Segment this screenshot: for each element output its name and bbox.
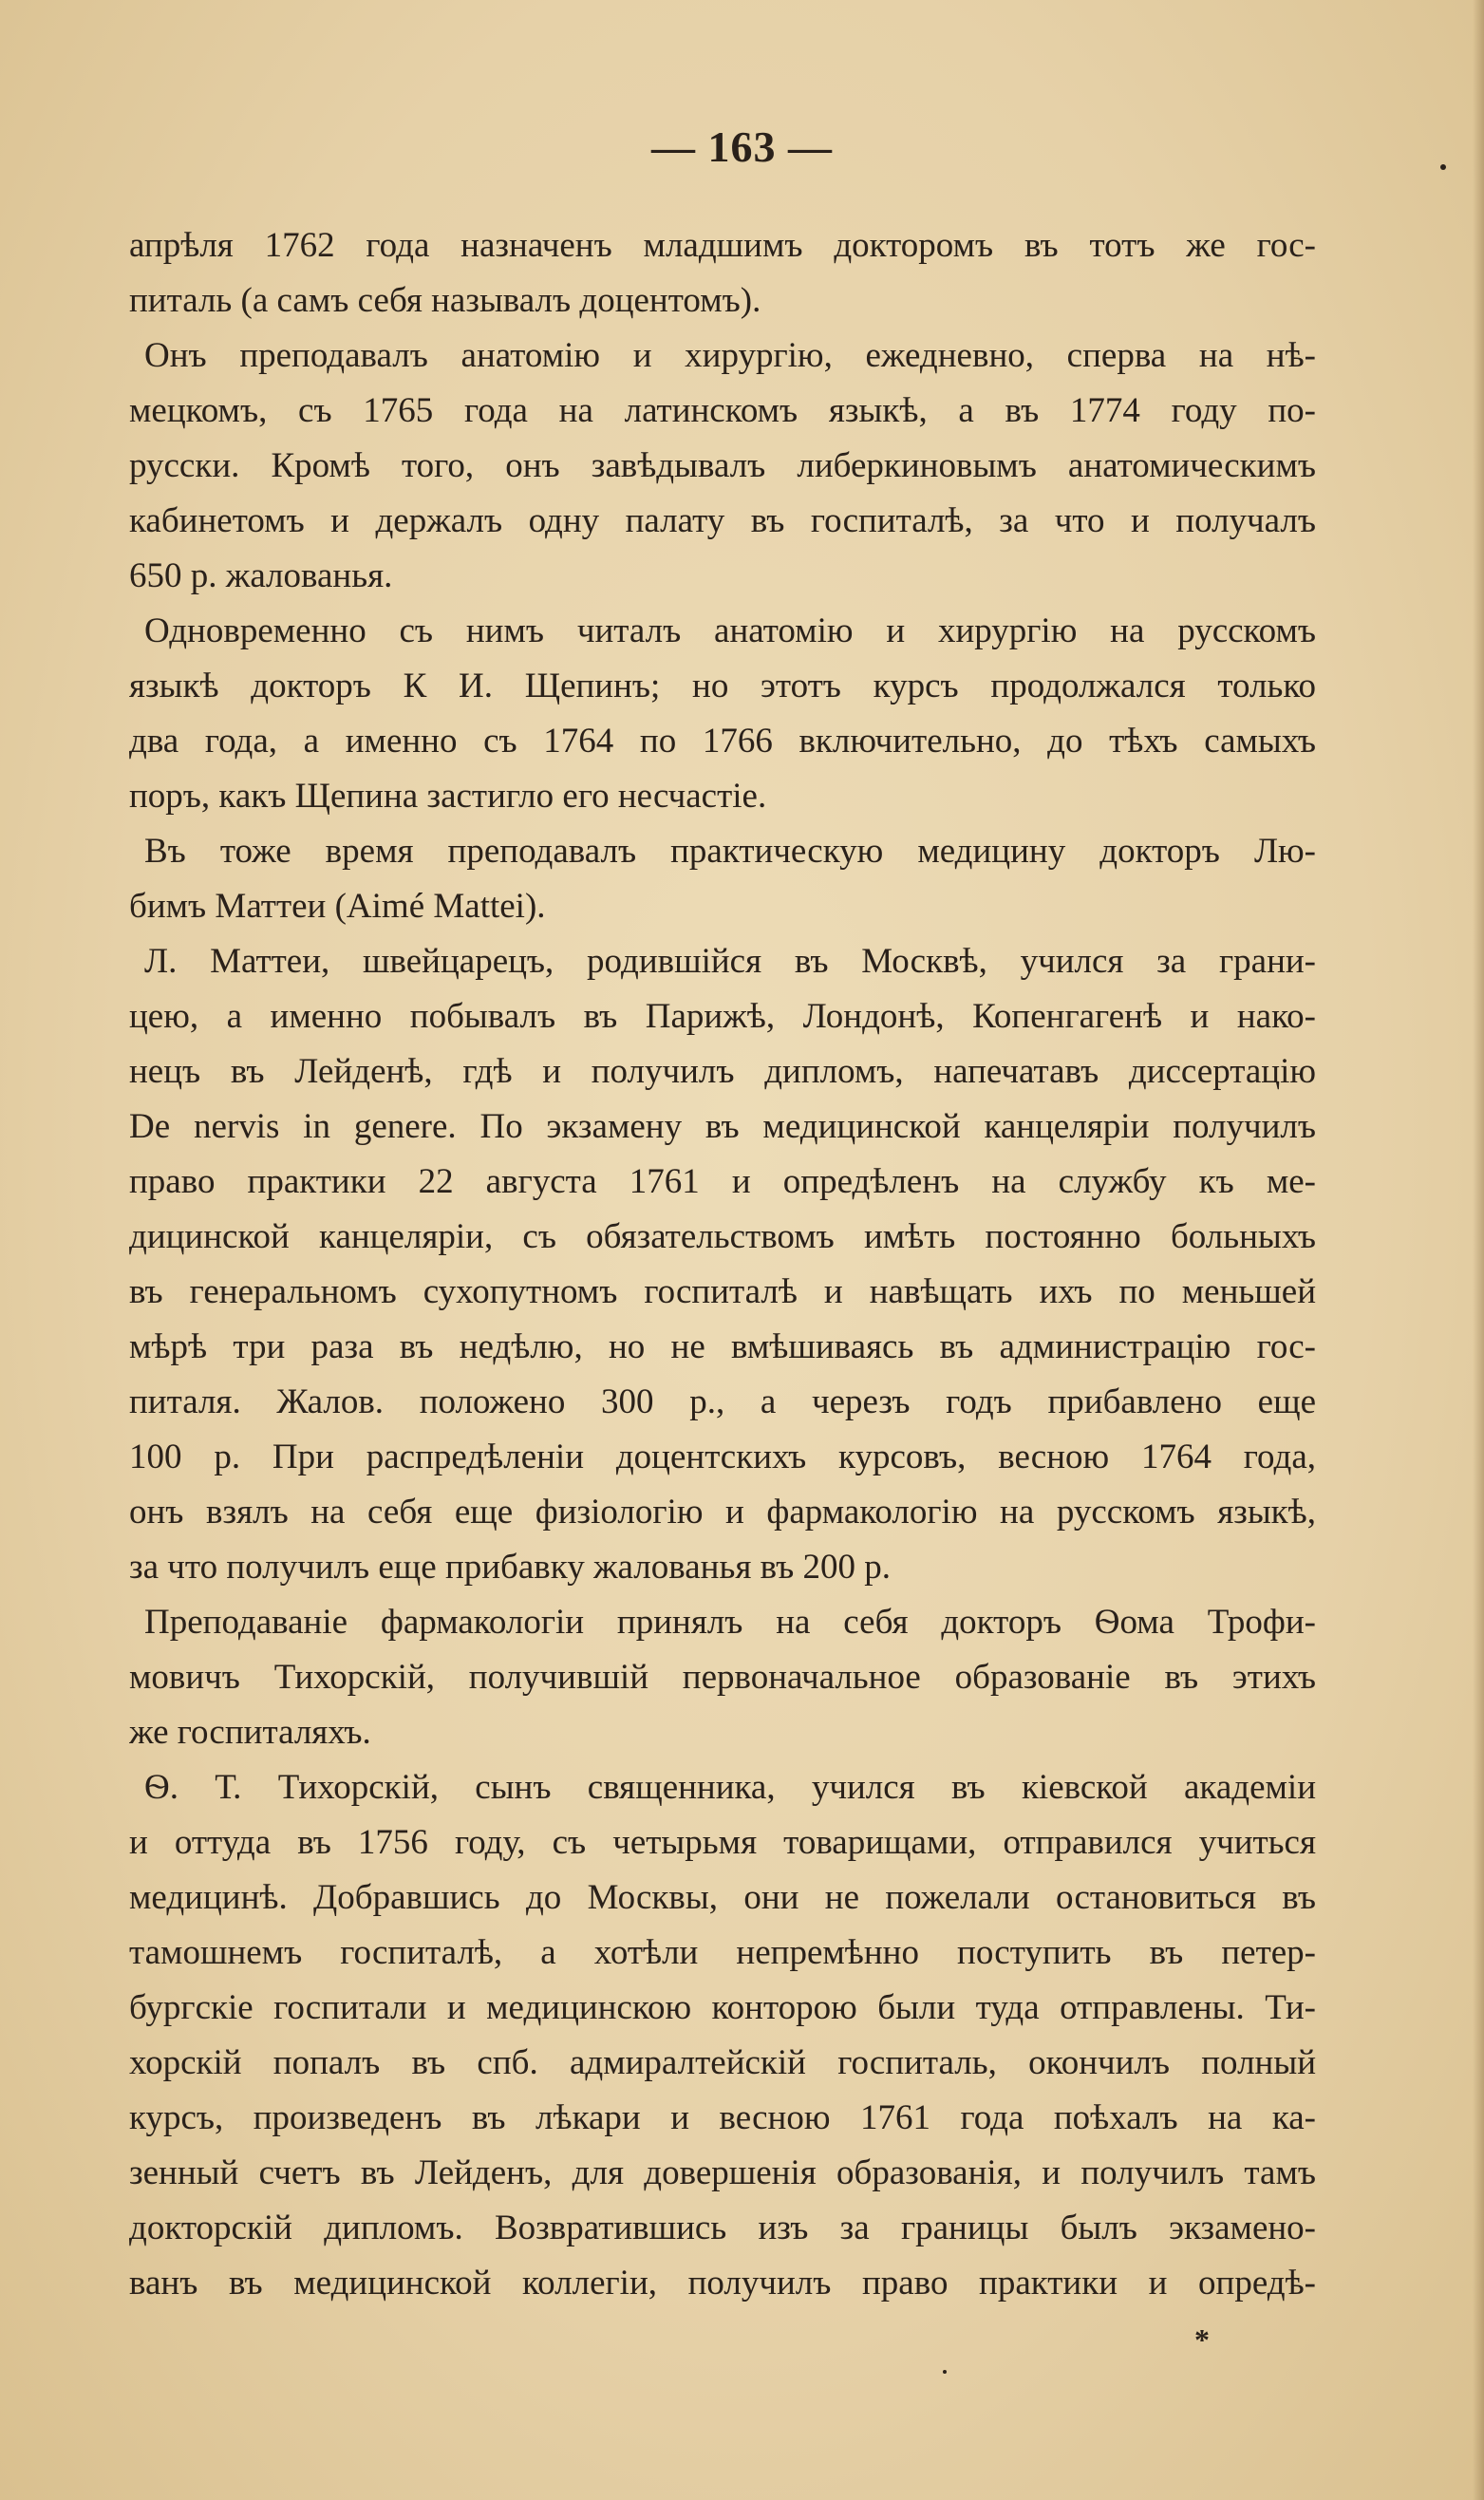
text-line: мецкомъ, съ 1765 года на латинскомъ языкѣ, а въ 1774 году по- xyxy=(129,391,1316,430)
text-line: тамошнемъ госпиталѣ, а хотѣли непремѣнно поступить въ петер- xyxy=(129,1933,1316,1972)
body-text xyxy=(129,218,1316,2311)
text-line: поръ, какъ Щепина застигло его несчастіе. xyxy=(129,777,767,816)
ink-speck xyxy=(1440,164,1446,170)
text-line: два года, а именно съ 1764 по 1766 включительно, до тѣхъ самыхъ xyxy=(129,722,1316,761)
page-number: — 163 — xyxy=(651,122,833,171)
text-line: 650 р. жалованья. xyxy=(129,556,393,595)
text-line: же госпиталяхъ. xyxy=(129,1713,371,1752)
text-line: Л. Маттеи, швейцарецъ, родившійся въ Москвѣ, учился за грани- xyxy=(144,942,1316,981)
text-line: кабинетомъ и держалъ одну палату въ госпиталѣ, за что и получалъ xyxy=(129,501,1316,540)
text-line: за что получилъ еще прибавку жалованья въ 200 р. xyxy=(129,1548,892,1587)
text-line: Одновременно съ нимъ читалъ анатомію и хирургію на русскомъ xyxy=(144,611,1316,650)
ink-speck xyxy=(943,2370,947,2374)
text-line: право практики 22 августа 1761 и опредѣленъ на службу къ ме- xyxy=(129,1162,1316,1201)
signature-mark: * xyxy=(1194,2322,1210,2357)
text-line: Преподаваніе фармакологіи принялъ на себя докторъ Ѳома Трофи- xyxy=(144,1603,1316,1642)
text-line: бургскіе госпитали и медицинскою конторою были туда отправлены. Ти- xyxy=(129,1988,1316,2027)
text-line: мовичъ Тихорскій, получившій первоначальное образованіе въ этихъ xyxy=(129,1658,1316,1697)
text-line: De nervis in genere. По экзамену въ медицинской канцеляріи получилъ xyxy=(129,1107,1316,1146)
text-line: и оттуда въ 1756 году, съ четырьмя товарищами, отправился учиться xyxy=(129,1823,1316,1862)
page-edge-shadow xyxy=(1473,0,1484,2500)
text-line: онъ взялъ на себя еще физіологію и фармакологію на русскомъ языкѣ, xyxy=(129,1493,1316,1532)
text-line: дицинской канцеляріи, съ обязательствомъ имѣть постоянно больныхъ xyxy=(129,1217,1316,1256)
text-line: ванъ въ медицинской коллегіи, получилъ право практики и опредѣ- xyxy=(129,2264,1316,2303)
text-line: курсъ, произведенъ въ лѣкари и весною 1761 года поѣхалъ на ка- xyxy=(129,2098,1316,2137)
text-line: 100 р. При распредѣленіи доцентскихъ курсовъ, весною 1764 года, xyxy=(129,1438,1316,1476)
text-line: Онъ преподавалъ анатомію и хирургію, ежедневно, сперва на нѣ- xyxy=(144,336,1316,375)
text-line: докторскій дипломъ. Возвратившись изъ за границы былъ экзамено- xyxy=(129,2209,1316,2247)
text-line: цею, а именно побывалъ въ Парижѣ, Лондонѣ, Копенгагенѣ и нако- xyxy=(129,997,1316,1036)
text-line: нецъ въ Лейденѣ, гдѣ и получилъ дипломъ, напечатавъ диссертацію xyxy=(129,1052,1316,1091)
text-line: питаля. Жалов. положено 300 р., а черезъ годъ прибавлено еще xyxy=(129,1382,1316,1421)
text-line: Въ тоже время преподавалъ практическую медицину докторъ Лю- xyxy=(144,832,1316,871)
text-line: питаль (а самъ себя называлъ доцентомъ). xyxy=(129,281,761,320)
text-line: языкѣ докторъ К И. Щепинъ; но этотъ курсъ продолжался только xyxy=(129,667,1316,705)
text-line: хорскій попалъ въ спб. адмиралтейскій госпиталь, окончилъ полный xyxy=(129,2043,1316,2082)
text-line: зенный счетъ въ Лейденъ, для довершенія образованія, и получилъ тамъ xyxy=(129,2153,1316,2192)
text-line: въ генеральномъ сухопутномъ госпиталѣ и навѣщать ихъ по меньшей xyxy=(129,1272,1316,1311)
text-line: бимъ Маттеи (Aimé Mattei). xyxy=(129,887,546,926)
text-line: русски. Кромѣ того, онъ завѣдывалъ либеркиновымъ анатомическимъ xyxy=(129,446,1316,485)
text-line: мѣрѣ три раза въ недѣлю, но не вмѣшиваясь въ администрацію гос- xyxy=(129,1327,1316,1366)
text-line: медицинѣ. Добравшись до Москвы, они не пожелали остановиться въ xyxy=(129,1878,1316,1917)
text-line: Ѳ. Т. Тихорскій, сынъ священника, учился въ кіевской академіи xyxy=(144,1768,1316,1807)
text-line: апрѣля 1762 года назначенъ младшимъ докторомъ въ тотъ же гос- xyxy=(129,226,1316,265)
